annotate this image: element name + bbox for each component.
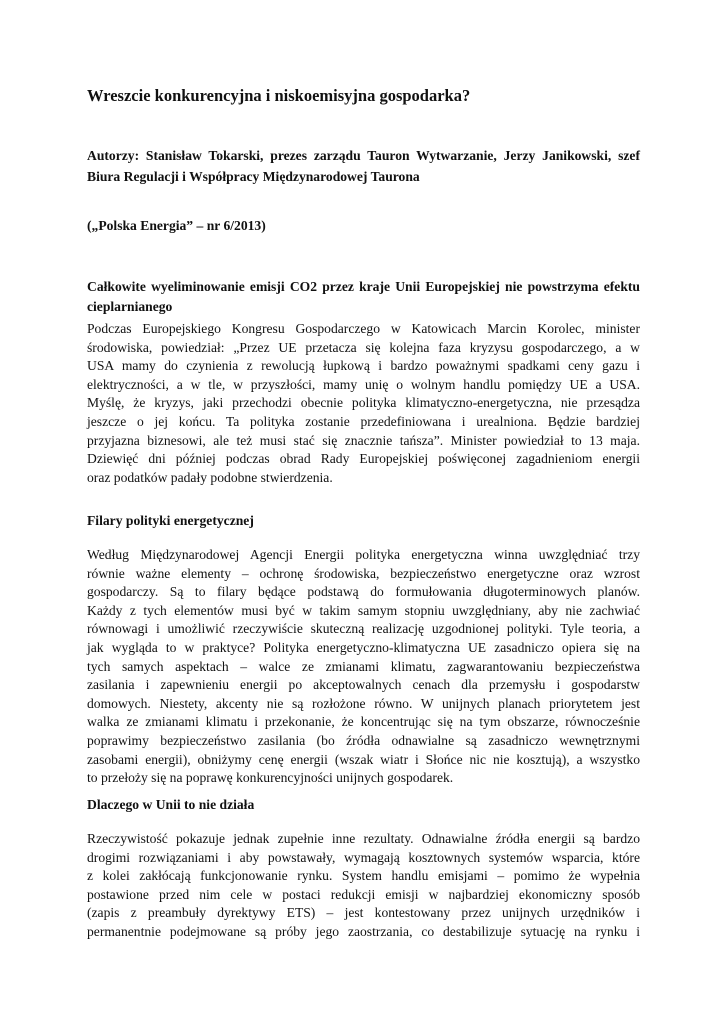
paragraph-line: z kolei zakłócają funkcjonowanie rynku. System handlu emisjami – pomimo że wypełnia <box>87 868 640 884</box>
paragraph-line: walka ze zmianami klimatu i przekonanie, że koncentrując się na tym obszarze, równocześnie <box>87 714 640 730</box>
section3-heading: Dlaczego w Unii to nie działa <box>87 797 255 812</box>
paragraph-line: równie ważne elementy – ochronę środowiska, bezpieczeństwo energetyczne oraz wzrost <box>87 565 640 581</box>
paragraph-line: USA mamy do czynienia z rewolucją łupkową i bardzo poważnymi spadkami ceny gazu i <box>87 358 640 374</box>
paragraph-line: zasilania i zapewnieniu energii po akceptowalnych cenach dla przemysłu i gospodarstw <box>87 677 640 693</box>
section2-paragraph <box>87 546 640 788</box>
paragraph-line: oraz podatków padały podobne stwierdzenia. <box>87 469 333 485</box>
paragraph-line: równowagi i umożliwić rzeczywiście skuteczną realizację uzgodnionej polityki. Tyle teoria, a <box>87 621 640 637</box>
paragraph-line: Rzeczywistość pokazuje jednak zupełnie inne rezultaty. Odnawialne źródła energii są bardzo <box>87 831 640 846</box>
paragraph-line: przyjazna biznesowi, ale też musi stać się znacznie tańsza”. Minister powiedział to 13 maja. <box>87 432 640 448</box>
paragraph-line: Myślę, że kryzys, jaki przechodzi obecnie polityka klimatyczno-energetyczna, nie przesądza <box>87 395 640 411</box>
paragraph-line: postawione przed nim cele w postaci redukcji emisji w najbardziej ekonomiczny sposób <box>87 886 640 902</box>
paragraph-line: permanentnie podejmowane są próby jego zaostrzania, co destabilizuje sytuację na rynku i <box>87 923 640 939</box>
paragraph-line: (zapis z preambuły dyrektywy ETS) – jest kontestowany przez unijnych urzędników i <box>87 905 640 921</box>
section3-paragraph <box>87 830 640 942</box>
section1-heading: Całkowite wyeliminowanie emisji CO2 przez kraje Unii Europejskiej nie powstrzyma efektu cieplarnianego <box>87 279 640 314</box>
authors-line: Autorzy: Stanisław Tokarski, prezes zarządu Tauron Wytwarzanie, Jerzy Janikowski, szef Biura Regulacji i Współpracy Międzynarodowej Taurona <box>87 148 640 184</box>
source-citation: („Polska Energia” – nr 6/2013) <box>87 218 266 233</box>
paragraph-line: Dziewięć dni później podczas obrad Rady Europejskiej poświęconej zagadnieniom energii <box>87 451 640 467</box>
article-title: Wreszcie konkurencyjna i niskoemisyjna gospodarka? <box>87 86 471 105</box>
paragraph-line: jak wygląda to w praktyce? Polityka energetyczno-klimatyczna UE zasadniczo opiera się na <box>87 639 640 655</box>
paragraph-line: tych samych aspektach – walce ze zmianami klimatu, zagwarantowaniu bezpieczeństwa <box>87 658 640 674</box>
paragraph-line: drogimi rozwiązaniami i aby powstawały, wymagają kosztownych systemów wsparcia, które <box>87 849 640 865</box>
paragraph-line: elektryczności, a w tle, w przyszłości, mamy unię o wolnym handlu pomiędzy UE a USA. <box>87 376 640 392</box>
paragraph-line: Każdy z tych elementów musi być w takim samym stopniu uwzględniany, aby nie zachwiać <box>87 602 640 618</box>
paragraph-line: Podczas Europejskiego Kongresu Gospodarczego w Katowicach Marcin Korolec, minister <box>87 321 640 336</box>
paragraph-line: zasobami energii), obniżymy cenę energii (wszak wiatr i Słońce nic nie kosztują), a wszystko <box>87 751 640 767</box>
paragraph-line: poprawimy bezpieczeństwo zasilania (bo źródła odnawialne są zasadniczo wewnętrznymi <box>87 732 640 748</box>
paragraph-line: środowiska, powiedział: „Przez UE przetacza się kolejna faza kryzysu gospodarczego, a w <box>87 339 640 355</box>
paragraph-line: gospodarczy. Są to filary będące podstawą do formułowania długoterminowych planów. <box>87 584 640 600</box>
paragraph-line: domowych. Niestety, akcenty nie są rozłożone równo. W unijnych planach priorytetem jest <box>87 695 640 711</box>
paragraph-line: Według Międzynarodowej Agencji Energii polityka energetyczna winna uwzględniać trzy <box>87 547 640 562</box>
paragraph-line: to przełoży się na poprawę konkurencyjności unijnych gospodarek. <box>87 770 454 786</box>
section1-paragraph <box>87 320 640 487</box>
section2-heading: Filary polityki energetycznej <box>87 513 254 528</box>
paragraph-line: jeszcze o jej końcu. Ta polityka zostanie przedefiniowana i urealniona. Będzie bardziej <box>87 413 640 429</box>
